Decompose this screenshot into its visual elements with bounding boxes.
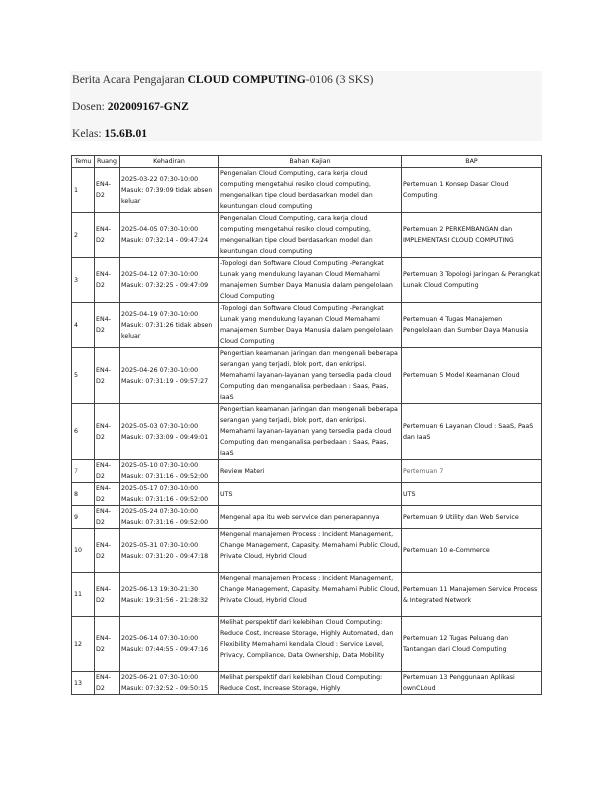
bahan-kajian-cell: Pengenalan Cloud Computing, cara kerja cloud computing mengetahui resiko cloud computing, mengenalkan tipe cloud berdasarkan model dan keuntungan cloud computing (219, 168, 402, 213)
table-row (72, 617, 542, 672)
ruang-cell: EN4-D2 (95, 168, 120, 213)
masuk-text: Masuk: 07:31:19 - 09:57:27 (121, 377, 209, 385)
dosen-value: 202009167-GNZ (107, 100, 189, 113)
ruang-cell: EN4-D2 (95, 506, 120, 529)
bap-cell: UTS (402, 483, 542, 506)
kehadiran-cell (120, 213, 219, 258)
temu-cell: 2 (72, 213, 95, 258)
masuk-text: Masuk: 07:32:14 - 09:47:24 (121, 237, 209, 244)
col-ruang: Ruang (95, 156, 120, 168)
masuk-text: Masuk: 07:32:25 - 09:47:09 (121, 282, 209, 289)
masuk-text: Masuk: 07:31:16 - 09:52:00 (121, 473, 209, 480)
ruang-cell: EN4-D2 (95, 213, 120, 258)
bahan-kajian-cell: Pengertian keamanan jaringan dan mengenali beberapa serangan yang terjadi, blok port, dan enkripsi. Memahami layanan-layanan yang tersedia pada cloud Computing dan menganalisa perbedaan : Saas, Paas, IaaS (219, 404, 402, 460)
bap-cell: Pertemuan 3 Topologi Jaringan & Perangkat Lunak Cloud Computing (402, 258, 542, 303)
bahan-kajian-cell: Pengertian keamanan jaringan dan mengenali beberapa serangan yang terjadi, blok port, dan enkripsi. Memahami layanan-layanan yang tersedia pada cloud Computing dan menganalisa perbedaan : Saas, Paas, IaaS (219, 348, 402, 404)
temu-cell: 11 (72, 573, 95, 617)
bap-cell: Pertemuan 1 Konsep Dasar Cloud Computing (402, 168, 542, 213)
table-row (72, 506, 542, 529)
masuk-text: Masuk: 07:31:26 tidak absen keluar (121, 321, 213, 340)
jadwal-text: 2025-06-14 07:30-10:00 (121, 635, 199, 642)
kehadiran-cell (120, 672, 219, 695)
jadwal-text: 2025-05-31 07:30-10:00 (121, 541, 199, 549)
col-kehadiran: Kehadiran (120, 156, 219, 168)
ruang-cell: EN4-D2 (95, 303, 120, 348)
table-row (72, 529, 542, 573)
kelas-label: Kelas: (72, 127, 105, 140)
kehadiran-cell (120, 303, 219, 348)
temu-cell: 4 (72, 303, 95, 348)
kehadiran-cell (120, 168, 219, 213)
ruang-cell: EN4-D2 (95, 483, 120, 506)
col-bahan-kajian: Bahan Kajian (219, 156, 402, 168)
kehadiran-cell (120, 348, 219, 404)
bap-cell: Pertemuan 6 Layanan Cloud : SaaS, PaaS dan IaaS (402, 404, 542, 460)
bap-cell: Pertemuan 4 Tugas Manajemen Pengelolaan dan Sumber Daya Manusia (402, 303, 542, 348)
masuk-text: Masuk: 07:33:09 - 09:49:01 (121, 433, 209, 441)
title-prefix: Berita Acara Pengajaran (72, 73, 188, 86)
course-name: CLOUD COMPUTING (187, 73, 306, 86)
masuk-text: Masuk: 07:44:55 - 09:47:16 (121, 646, 209, 653)
bap-table (71, 155, 542, 695)
kehadiran-cell (120, 506, 219, 529)
bahan-kajian-cell: -Topologi dan Software Cloud Computing -Perangkat Lunak yang mendukung layanan Cloud Memahami manajemen Sumber Daya Manusia dalam pengelolaan Cloud Computing (219, 303, 402, 348)
masuk-text: Masuk: 07:32:52 - 09:50:15 (121, 685, 209, 692)
jadwal-text: 2025-06-13 19:30-21:30 (121, 585, 199, 593)
temu-cell: 6 (72, 404, 95, 460)
bahan-kajian-cell: Mengenal manajemen Process : Incident Management, Change Management, Capasity. Memahami Public Cloud, Private Cloud, Hybrid Cloud (219, 573, 402, 617)
jadwal-text: 2025-06-21 07:30-10:00 (121, 674, 199, 681)
ruang-cell: EN4-D2 (95, 573, 120, 617)
masuk-text: Masuk: 07:31:16 - 09:52:00 (121, 496, 209, 503)
kelas-line (72, 127, 147, 140)
kehadiran-cell (120, 617, 219, 672)
ruang-cell: EN4-D2 (95, 617, 120, 672)
kehadiran-cell (120, 529, 219, 573)
table-row (72, 348, 542, 404)
table-row (72, 483, 542, 506)
kelas-value: 15.6B.01 (104, 127, 148, 140)
jadwal-text: 2025-05-10 07:30-10:00 (121, 462, 199, 469)
bap-cell: Pertemuan 10 e-Commerce (402, 529, 542, 573)
masuk-text: Masuk: 07:31:16 - 09:52:00 (121, 519, 209, 526)
kehadiran-cell (120, 483, 219, 506)
bap-cell: Pertemuan 11 Manajemen Service Process & Integrated Network (402, 573, 542, 617)
temu-cell: 3 (72, 258, 95, 303)
table-row (72, 672, 542, 695)
jadwal-text: 2025-04-12 07:30-10:00 (121, 271, 199, 278)
masuk-text: Masuk: 07:31:20 - 09:47:18 (121, 552, 209, 560)
jadwal-text: 2025-04-19 07:30-10:00 (121, 310, 199, 318)
jadwal-text: 2025-05-03 07:30-10:00 (121, 422, 199, 430)
bahan-kajian-cell: UTS (219, 483, 402, 506)
table-row (72, 303, 542, 348)
ruang-cell: EN4-D2 (95, 672, 120, 695)
ruang-cell: EN4-D2 (95, 529, 120, 573)
temu-cell: 5 (72, 348, 95, 404)
jadwal-text: 2025-04-26 07:30-10:00 (121, 366, 199, 374)
bahan-kajian-cell: Mengenal manajemen Process : Incident Management, Change Management, Capasity. Memahami Public Cloud, Private Cloud, Hybrid Cloud (219, 529, 402, 573)
col-bap: BAP (402, 156, 542, 168)
dosen-label: Dosen: (72, 100, 108, 113)
table-row (72, 460, 542, 483)
table-row (72, 573, 542, 617)
table-row (72, 258, 542, 303)
kehadiran-cell (120, 404, 219, 460)
masuk-text: Masuk: 07:39:09 tidak absen keluar (121, 186, 213, 205)
bap-cell: Pertemuan 2 PERKEMBANGAN dan IMPLEMENTASI CLOUD COMPUTING (402, 213, 542, 258)
ruang-cell: EN4-D2 (95, 348, 120, 404)
course-title (72, 73, 373, 86)
ruang-cell: EN4-D2 (95, 404, 120, 460)
bap-cell: Pertemuan 13 Penggunaan Aplikasi ownCLoud (402, 672, 542, 695)
col-temu: Temu (72, 156, 95, 168)
bahan-kajian-cell: Review Materi (219, 460, 402, 483)
temu-cell: 1 (72, 168, 95, 213)
table-row (72, 404, 542, 460)
table-header-row (72, 156, 542, 168)
jadwal-text: 2025-03-22 07:30-10:00 (121, 175, 199, 183)
temu-cell: 7 (72, 460, 95, 483)
kehadiran-cell (120, 258, 219, 303)
ruang-cell: EN4-D2 (95, 460, 120, 483)
bap-cell: Pertemuan 9 Utility dan Web Service (402, 506, 542, 529)
temu-cell: 8 (72, 483, 95, 506)
kehadiran-cell (120, 460, 219, 483)
table-row (72, 168, 542, 213)
ruang-cell: EN4-D2 (95, 258, 120, 303)
kehadiran-cell (120, 573, 219, 617)
bap-cell: Pertemuan 5 Model Keamanan Cloud (402, 348, 542, 404)
bahan-kajian-cell: Pengenalan Cloud Computing, cara kerja cloud computing mengetahui resiko cloud computing, mengenalkan tipe cloud berdasarkan model dan keuntungan cloud computing (219, 213, 402, 258)
bahan-kajian-cell: Mengenal apa itu web servvice dan penerapannya (219, 506, 402, 529)
temu-cell: 12 (72, 617, 95, 672)
bap-cell: Pertemuan 7 (402, 460, 542, 483)
jadwal-text: 2025-05-17 07:30-10:00 (121, 485, 199, 492)
jadwal-text: 2025-04-05 07:30-10:00 (121, 226, 199, 233)
dosen-line (72, 100, 189, 113)
temu-cell: 13 (72, 672, 95, 695)
course-suffix: -0106 (3 SKS) (305, 73, 374, 86)
temu-cell: 10 (72, 529, 95, 573)
bahan-kajian-cell: -Topologi dan Software Cloud Computing -Perangkat Lunak yang mendukung layanan Cloud Memahami manajemen Sumber Daya Manusia dalam pengelolaan Cloud Computing (219, 258, 402, 303)
table-body (72, 168, 542, 695)
bap-cell: Pertemuan 12 Tugas Peluang dan Tantangan dari Cloud Computing (402, 617, 542, 672)
jadwal-text: 2025-05-24 07:30-10:00 (121, 508, 199, 515)
table-row (72, 213, 542, 258)
bahan-kajian-cell: Melihat perspektif dari kelebihan Cloud Computing: Reduce Cost, Increase Storage, Highly Automated, dan Flexibility Memahami kendala Cloud : Service Level, Privacy, Compliance, Data Ownership, Data Mobility (219, 617, 402, 672)
bahan-kajian-cell: Melihat perspektif dari kelebihan Cloud Computing: Reduce Cost, Increase Storage, Highly (219, 672, 402, 695)
temu-cell: 9 (72, 506, 95, 529)
masuk-text: Masuk: 19:31:56 - 21:28:32 (121, 596, 209, 604)
